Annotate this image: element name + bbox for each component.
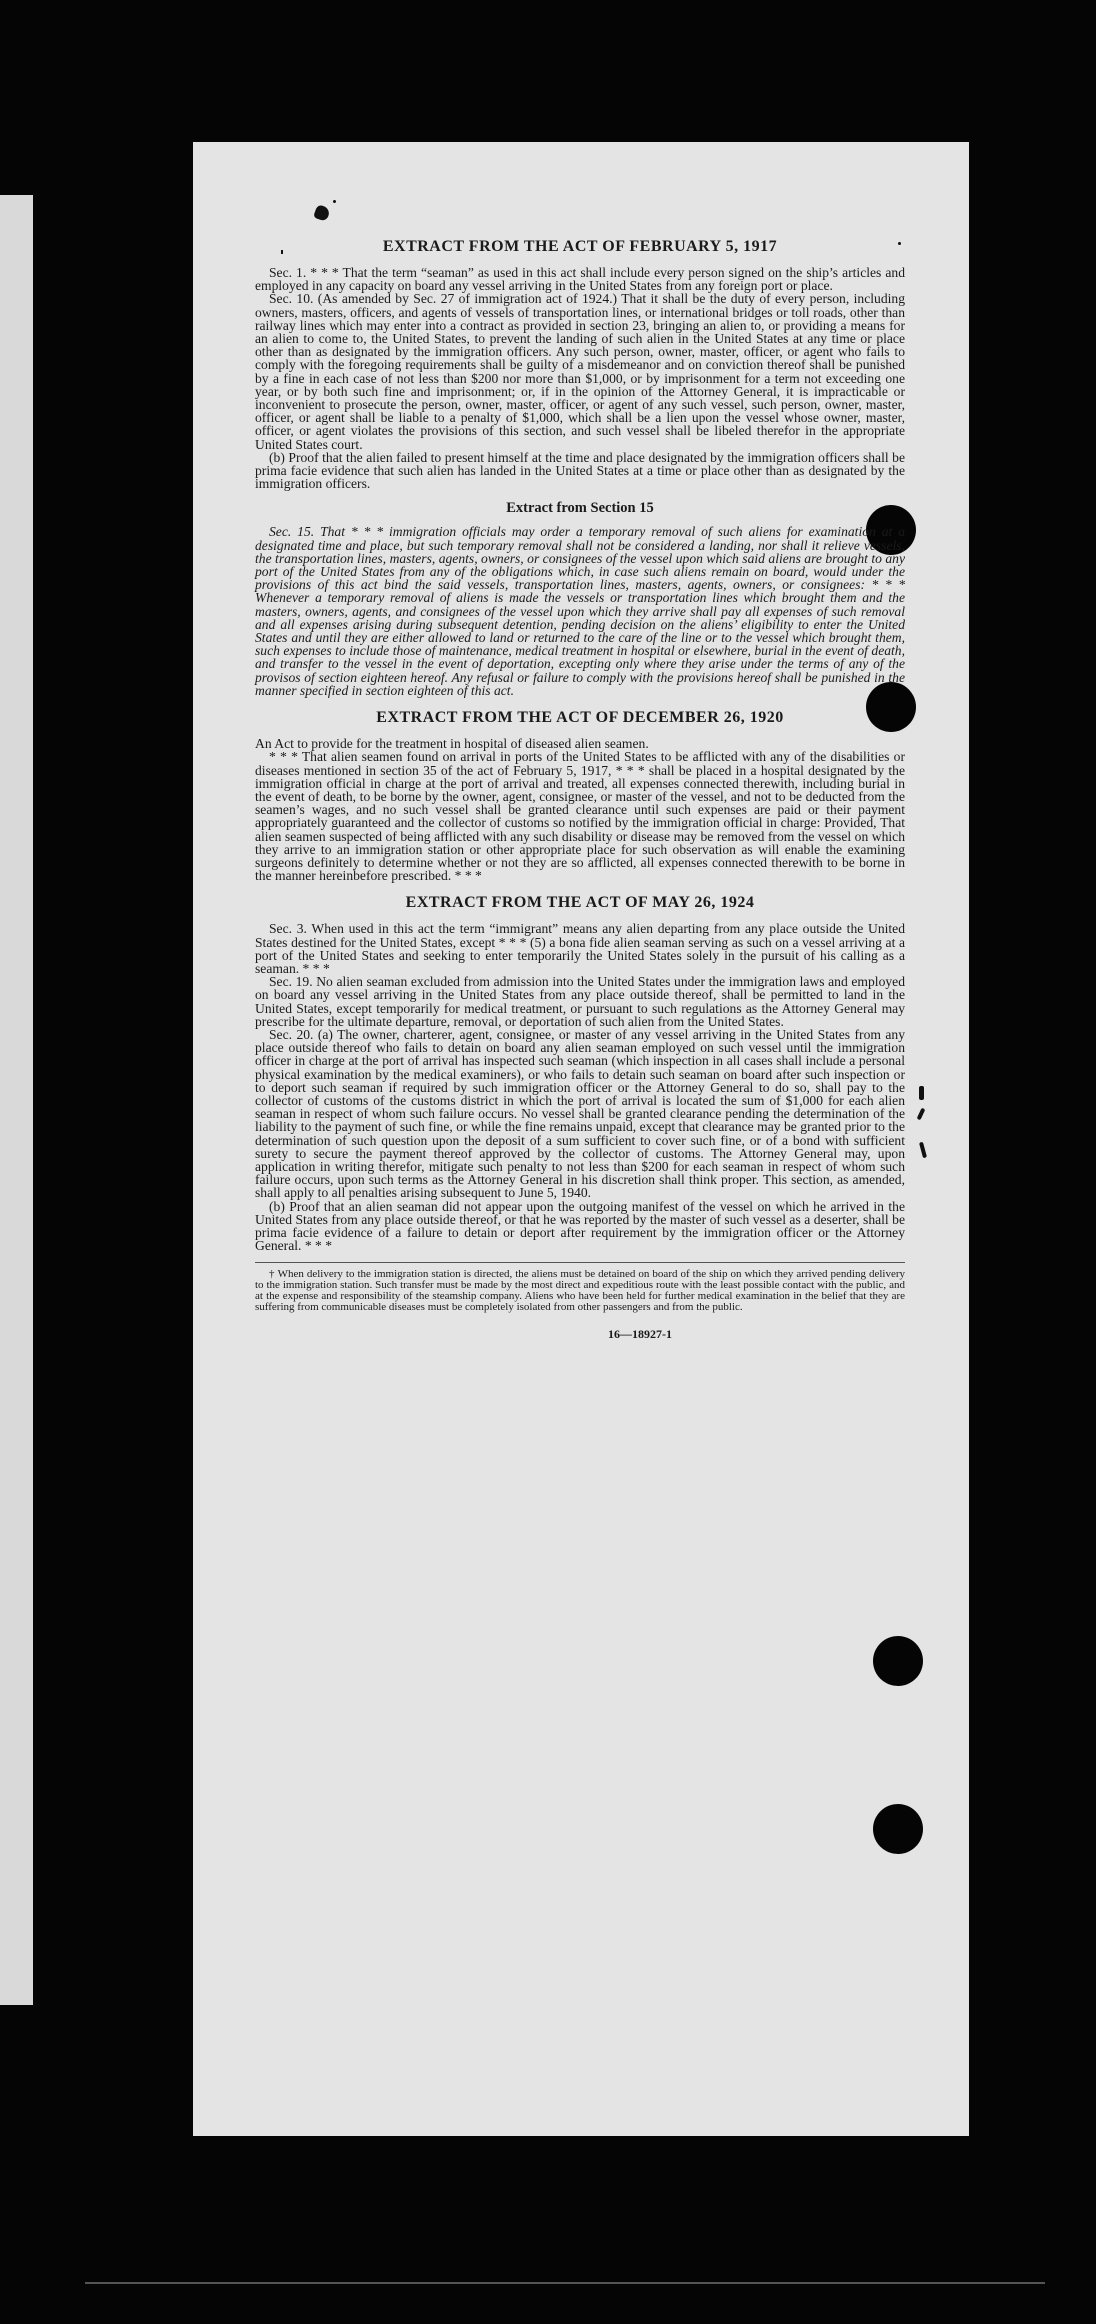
paragraph: Sec. 1. * * * That the term “seaman” as used in this act shall include every person signed on the ship’s articles and employed in any capacity on board any vessel arriving in the United States from any foreign port or place. <box>255 265 905 294</box>
subsection-heading: Extract from Section 15 <box>506 500 654 517</box>
document-page <box>193 142 969 2136</box>
adjacent-page-edge <box>0 195 33 2005</box>
section-heading: EXTRACT FROM THE ACT OF DECEMBER 26, 1920 <box>376 709 784 727</box>
paragraph: (b) Proof that the alien failed to present himself at the time and place designated by the immigration officers shall be prima facie evidence that such alien has landed in the United States at a time or place other than as designated by the immigration officers. <box>255 449 905 492</box>
paragraph: Sec. 20. (a) The owner, charterer, agent, consignee, or master of any vessel arriving in the United States from any place outside thereof who fails to detain on board any alien seaman employed on such vessel until the immigration officer in charge at the port of arrival has inspected such seaman (which inspection in all cases shall include a personal physical examination by the medical examiners), or who fails to detain such seaman on board after such inspection or to deport such seaman if required by such immigration officer or the Attorney General to do so, shall pay to the collector of customs of the customs district in which the port of arrival is located the sum of $1,000 for each alien seaman in respect of whom such failure occurs. No vessel shall be granted clearance pending the determination of the liability to the payment of such fine, or while the fine remains unpaid, except that clearance may be granted prior to the determination of such question upon the deposit of a sum sufficient to cover such fine, or of a bond with sufficient surety to secure the payment thereof approved by the collector of customs. The Attorney General may, upon application in writing therefor, mitigate such penalty to not less than $200 for each seaman in respect of whom such failure occurs, upon such terms as the Attorney General in his discretion shall think proper. This section, as amended, shall apply to all penalties arising subsequent to June 5, 1940. <box>255 1026 905 1201</box>
ink-mark <box>313 204 331 222</box>
margin-mark <box>917 1108 926 1121</box>
margin-mark <box>919 1086 924 1100</box>
paragraph: Sec. 10. (As amended by Sec. 27 of immigration act of 1924.) That it shall be the duty of every person, including owners, masters, officers, and agents of vessels of transportation lines, or international bridges or toll roads, other than railway lines which may enter into a contract as provided in section 23, bringing an alien to, or providing a means for an alien to come to, the United States, to prevent the landing of such alien in the United States at any time or place other than as designated by the immigration officers. Any such person, owner, master, officer, or agent who fails to comply with the foregoing requirements shall be guilty of a misdemeanor and on conviction thereof shall be punished by a fine in each case of not less than $200 nor more than $1,000, or by imprisonment for a term not exceeding one year, or by both such fine and imprisonment; or, if in the opinion of the Attorney General, it is impracticable or inconvenient to prosecute the person, owner, master, officer, or agent of any such vessel, such person, owner, master, officer, or agent shall be liable to a penalty of $1,000, which shall be a lien upon the vessel whose owner, master, officer, or agent violates the provisions of this section, and such vessel shall be libeled therefor in the appropriate United States court. <box>255 291 905 452</box>
form-number: 16—18927-1 <box>608 1327 672 1342</box>
scanner-edge-line <box>85 2282 1045 2284</box>
punch-hole <box>873 1804 923 1854</box>
paragraph: Sec. 3. When used in this act the term “immigrant” means any alien departing from any place outside the United States destined for the United States, except * * * (5) a bona fide alien seaman serving as such on a vessel arriving at a port of the United States and seeking to enter temporarily the United States solely in the pursuit of his calling as a seaman. * * * <box>255 921 905 976</box>
paragraph: Sec. 19. No alien seaman excluded from admission into the United States under the immigration laws and employed on board any vessel arriving in the United States from any place outside thereof, shall be permitted to land in the United States, except temporarily for medical treatment, or pursuant to such regulations as the Attorney General may prescribe for the ultimate departure, removal, or deportation of such alien from the United States. <box>255 974 905 1029</box>
punch-hole <box>873 1636 923 1686</box>
ink-dot <box>333 200 336 203</box>
paragraph: Sec. 15. That * * * immigration officials may order a temporary removal of such aliens for examination at a designated time and place, but such temporary removal shall not be considered a landing, nor shall it relieve vessels, the transportation lines, masters, agents, owners, or consignees of the vessel upon which said aliens are brought to any port of the United States from any of the obligations which, in case such aliens remain on board, would under the provisions of this act bind the said vessels, transportation lines, masters, agents, owners, or consignees: * * * Whenever a temporary removal of aliens is made the vessels or transportation lines which brought them and the masters, owners, agents, and consignees of the vessel upon which they arrive shall pay all expenses of such removal and all expenses arising during subsequent detention, pending decision on the aliens’ eligibility to enter the United States and until they are either allowed to land or returned to the care of the line or to the vessel which brought them, such expenses to include those of maintenance, medical treatment in hospital or elsewhere, burial in the event of death, and transfer to the vessel in the event of deportation, excepting only where they arise under the terms of any of the provisos of section eighteen hereof. Any refusal or failure to comply with the provisions hereof shall be punished in the manner specified in section eighteen of this act. <box>255 524 905 698</box>
document-text <box>255 238 905 1342</box>
section-heading: EXTRACT FROM THE ACT OF MAY 26, 1924 <box>405 894 755 912</box>
section-heading: EXTRACT FROM THE ACT OF FEBRUARY 5, 1917 <box>382 238 778 255</box>
paragraph: (b) Proof that an alien seaman did not appear upon the outgoing manifest of the vessel on which he arrived in the United States from any place outside thereof, or that he was reported by the master of such vessel as a deserter, shall be prima facie evidence of a failure to detain or deport after requirement by the immigration officer or the Attorney General. * * * <box>255 1198 905 1254</box>
paragraph: * * * That alien seamen found on arrival in ports of the United States to be afflicted with any of the disabilities or diseases mentioned in section 35 of the act of February 5, 1917, * * * shall be placed in a hospital designated by the immigration official in charge at the port of arrival and treated, all expenses connected therewith, including burial in the event of death, to be borne by the owner, agent, consignee, or master of the vessel, and not to be deducted from the seamen’s wages, and no such vessel shall be granted clearance until such expenses are paid or their payment appropriately guaranteed and the collector of customs so notified by the immigration official in charge: Provided, That alien seamen suspected of being afflicted with any such disability or disease may be removed from the vessel on which they arrive to an immigration station or other appropriate place for such observation as will enable the examining surgeons definitely to determine whether or not they are so afflicted, all expenses connected therewith to be borne in the manner hereinbefore prescribed. * * * <box>255 749 905 884</box>
paragraph: An Act to provide for the treatment in hospital of diseased alien seamen. <box>255 736 649 752</box>
margin-mark <box>919 1142 927 1158</box>
footnote: † When delivery to the immigration station is directed, the aliens must be detained on board of the ship on which they arrived pending delivery to the immigration station. Such transfer must be made by the most direct and expeditious route with the least possible contact with the public, and at the expense and responsibility of the steamship company. Aliens who have been held for further medical examination in the belief that they are suffering from communicable diseases must be completely isolated from other passengers and from the public. <box>255 1262 905 1313</box>
